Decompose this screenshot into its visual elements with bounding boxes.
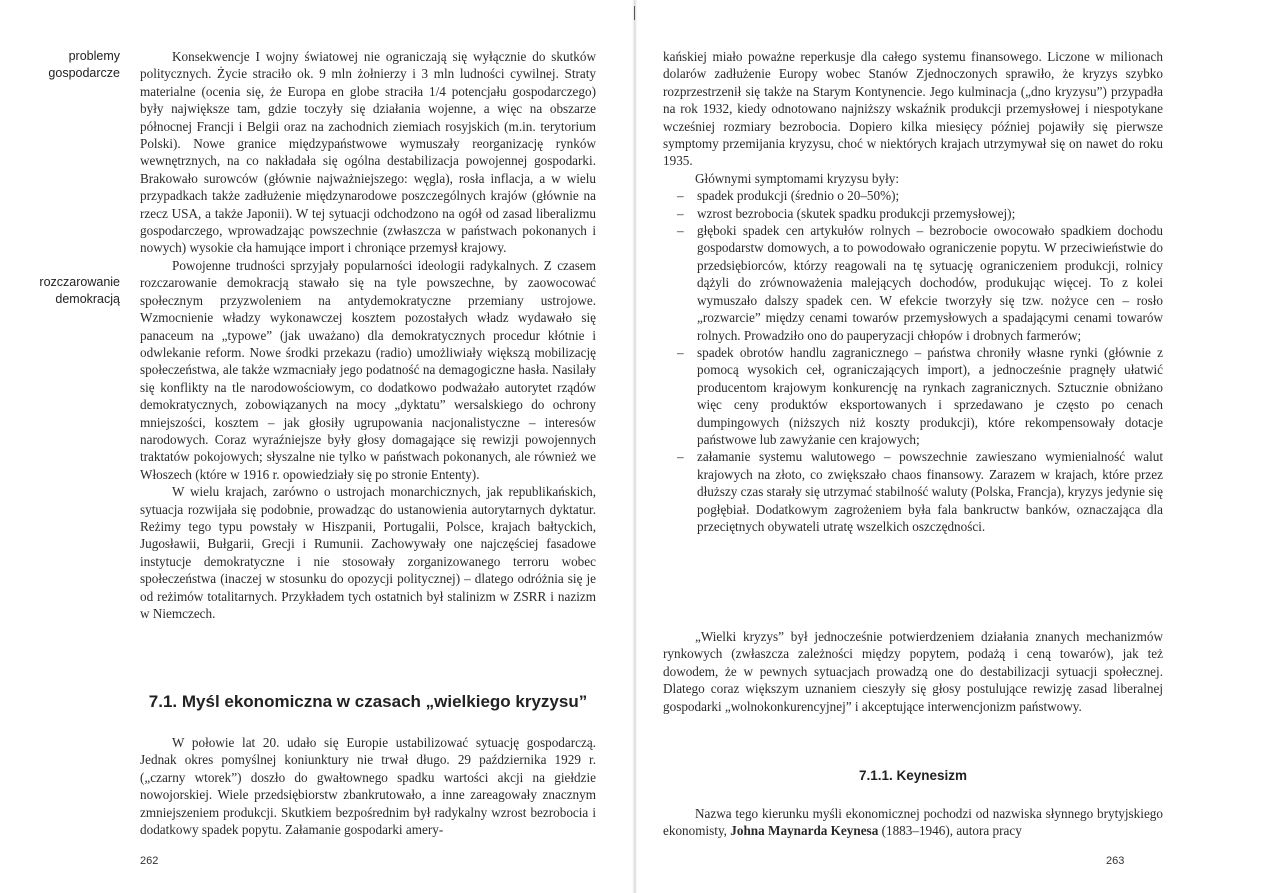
body-paragraph: W wielu krajach, zarówno o ustrojach monarchicznych, jak republikańskich, sytuacja rozwijała się podobnie, prowadząc do ustanowienia autorytarnych dyktatur. Reżimy tego typu powstały w Hiszpanii, Portugalii, Polsce, krajach bałtyckich, Jugosławii, Bułgarii, Grecji i Rumunii. Zachowywały one najczęściej fasadowe instytucje demokratyczne i nie stosowały zorganizowanego terroru wobec społeczeństwa (inaczej w stosunku do opozycji politycznej) – dlatego odróżnia się je od reżimów totalitarnych. Przykładem tych ostatnich był stalinizm w ZSRR i nazizm w Niemczech. — [140, 484, 596, 621]
body-paragraph: Konsekwencje I wojny światowej nie ograniczają się wyłącznie do skutków politycznych. Życie straciło ok. 9 mln żołnierzy i 3 mln ludności cywilnej. Straty materialne (ocenia się, że Europa en globe straciła 1/4 potencjału gospodarczego) były największe tam, gdzie toczyły się działania wojenne, a więc na obszarze północnej Francji i Belgii oraz na zachodnich ziemiach rosyjskich (m.in. terytorium Polski). Nowe granice międzypaństwowe wymuszały reorganizację rynków wewnętrznych, na co nakładała się ogólna destabilizacja powojennej gospodarki. Brakowało surowców (głównie najważniejszego: węgla), rosła inflacja, a w wielu przypadkach także zadłużenie międzynarodowe poszczególnych krajów (głównie na rzecz USA, a także Japonii). W tej sytuacji odchodzono na ogół od zasad liberalizmu gospodarczego, wprowadzając powszechnie (zwłaszcza w państwach pokonanych i nowych) wysokie cła hamujące import i chroniące przemysł krajowy. — [140, 49, 596, 256]
symptoms-intro: Głównymi symptomami kryzysu były: — [695, 170, 900, 186]
margin-note-democracy-disappointment — [0, 274, 120, 308]
keynes-text-end: (1883–1946), autora pracy — [878, 823, 1022, 839]
page-number-left: 262 — [140, 855, 159, 867]
margin-note-line: gospodarcze — [48, 66, 120, 80]
spine-mark — [634, 6, 635, 20]
body-paragraph: Powojenne trudności sprzyjały popularności ideologii radykalnych. Z czasem rozczarowanie demokracją stawało się na tyle powszechne, by zaowocować społecznym przyzwoleniem na antydemokratyczne przemiany ustrojowe. Wzmocnienie władzy wykonawczej kosztem pozostałych władz wydawało się panaceum na „typowe” (jak uważano) dla demokratycznych procedur kłótnie i odwlekanie reform. Nowe środki przekazu (radio) umożliwiały większą mobilizację społeczeństwa, ale także wzmacniały jego podatność na demagogiczne hasła. Nasilały się konflikty na tle narodowościowym, co dodatkowo podważało autorytet rządów demokratycznych, zobowiązanych na mocy „dyktatu” wersalskiego do ochrony mniejszości, kosztem – jak głosiły ugrupowania nacjonalistyczne – interesów narodowych. Coraz wyraźniejsze były głosy domagające się rewizji powojennych traktatów pokojowych; słyszalne nie tylko w państwach pokonanych, ale również we Włoszech (które w 1916 r. opowiedziały się po stronie Ententy). — [140, 257, 596, 482]
subsection-heading-wrap — [663, 768, 1163, 783]
symptoms-list — [663, 187, 1163, 535]
keynes-name: Johna Maynarda Keynesa — [730, 823, 879, 839]
section-heading-wrap — [140, 692, 596, 712]
body-paragraph — [663, 805, 1163, 840]
margin-note-economic-problems — [0, 48, 120, 82]
list-item: – spadek produkcji (średnio o 20–50%); — [663, 187, 1163, 204]
right-text-column — [663, 48, 1163, 535]
body-paragraph: kańskiej miało poważne reperkusje dla całego systemu finansowego. Liczone w milionach dolarów zadłużenie Europy wobec Stanów Zjednoczonych sprawiło, że kryzys szybko rozprzestrzenił się także na Starym Kontynencie. Jego kulminacja („dno kryzysu”) przypadła na rok 1932, kiedy odnotowano najniższy wskaźnik produkcji przemysłowej i niespotykane wcześniej rozmiary bezrobocia. Dopiero kilka miesięcy później pojawiły się pierwsze symptomy przemijania kryzysu, choć w niektórych krajach utrzymywał się on nawet do roku 1935. — [663, 49, 1163, 169]
body-paragraph: W połowie lat 20. udało się Europie ustabilizować sytuację gospodarczą. Jednak okres pomyślnej koniunktury nie trwał długo. 29 października 1929 r. („czarny wtorek”) doszło do gwałtownego spadku wartości akcji na giełdzie nowojorskiej. Wiele przedsiębiorstw zbankrutowało, a inne zareagowały znacznym zmniejszeniem produkcji. Skutkiem bezpośrednim był radykalny wzrost bezrobocia i dodatkowy spadek popytu. Załamanie gospodarki amery- — [140, 735, 596, 838]
page-number-right: 263 — [1106, 855, 1125, 867]
body-paragraph: „Wielki kryzys” był jednocześnie potwierdzeniem działania znanych mechanizmów rynkowych (zwłaszcza zależności między popytem, podażą i ceną towarów), jak też dowodem, że w pewnych sytuacjach prowadzą one do destabilizacji sytuacji społecznej. Dlatego coraz większym uznaniem cieszyły się głosy postulujące rewizję zasad liberalnej gospodarki „wolnokonkurencyjnej” i akceptujące interwencjonizm państwowy. — [663, 629, 1163, 714]
right-page — [637, 0, 1267, 893]
margin-note-line: problemy — [68, 49, 120, 63]
margin-note-line: rozczarowanie — [39, 275, 120, 289]
keynes-text — [663, 805, 1163, 840]
left-text-column — [140, 48, 596, 622]
list-item: – głęboki spadek cen artykułów rolnych – bezrobocie owocowało spadkiem dochodu gospodarstw domowych, a to powodowało ograniczenie popytu. W przeciwieństwie do przedsiębiorców, którzy reagowali na tę sytuację ograniczeniem produkcji, rolnicy dążyli do zrównoważenia malejących dochodów, produkując więcej. To z kolei wymuszało dalszy spadek cen. W efekcie tworzyły się tzw. nożyce cen – rosło „rozwarcie” między cenami towarów przemysłowych a spadającymi cenami towarów rolnych. Prowadziło ono do pauperyzacji chłopów i drobnych farmerów; — [663, 222, 1163, 344]
keynes-text-start: Nazwa tego kierunku myśli ekonomicznej pochodzi od nazwiska słynnego brytyjskiego ekonomisty, — [663, 806, 1163, 839]
list-item: – załamanie systemu walutowego – powszechnie zawieszano wymienialność walut krajowych na złoto, co zwiększało chaos finansowy. Zarazem w krajach, które przez dłuższy czas starały się utrzymać stabilność waluty (Polska, Francja), kryzys jedynie się pogłębiał. Dodatkowym zagrożeniem była fala bankructw banków, oznaczająca dla przeciętnych obywateli utratę wszelkich oszczędności. — [663, 448, 1163, 535]
section-text — [140, 734, 596, 838]
closing-text — [663, 628, 1163, 715]
margin-note-line: demokracją — [55, 292, 120, 306]
section-heading: 7.1. Myśl ekonomiczna w czasach „wielkiego kryzysu” — [148, 692, 588, 711]
subsection-heading: 7.1.1. Keynesizm — [858, 768, 968, 783]
left-page — [0, 0, 632, 893]
list-item: – wzrost bezrobocia (skutek spadku produkcji przemysłowej); — [663, 205, 1163, 222]
list-item: – spadek obrotów handlu zagranicznego – państwa chroniły własne rynki (głównie z pomocą wysokich ceł, ograniczających import), a jednocześnie pragnęły ułatwić producentom krajowym konkurencję na rynkach zagranicznych. Sztucznie obniżano więc ceny produktów eksportowanych i sprzedawano je często po cenach dumpingowych (niższych niż koszty produkcji), które rekompensowały dotacje państwowe lub zawyżanie cen krajowych; — [663, 344, 1163, 448]
